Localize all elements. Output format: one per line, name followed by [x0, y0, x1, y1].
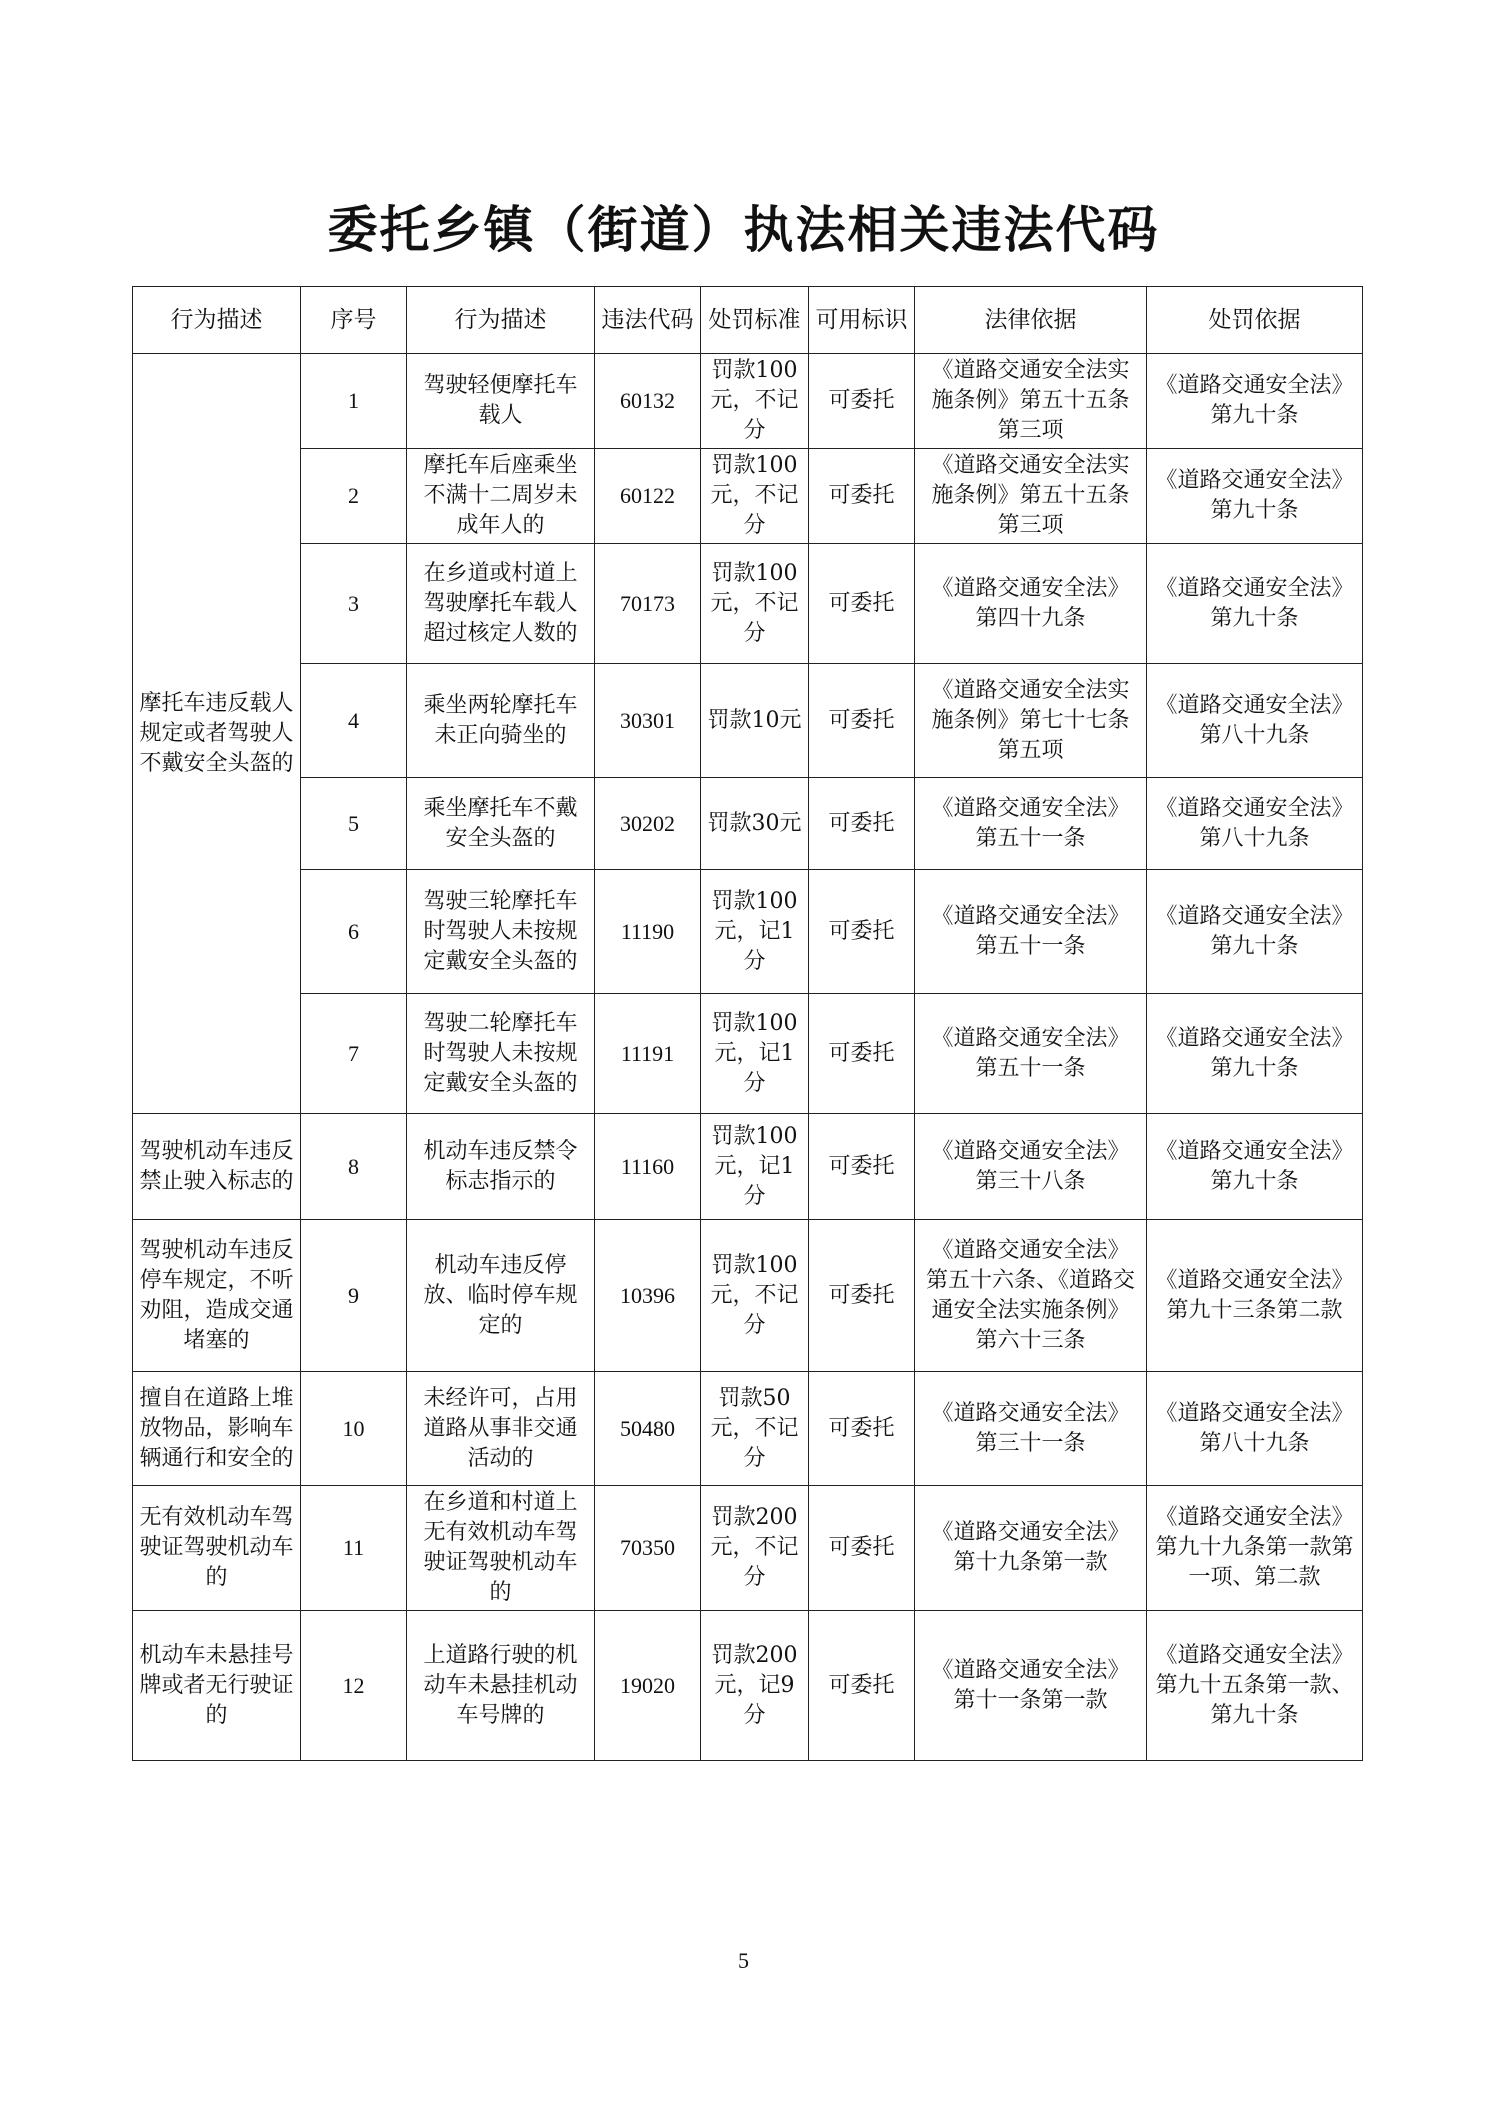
mark-cell: 可委托 — [809, 1220, 915, 1372]
mark-cell: 可委托 — [809, 664, 915, 778]
mark-cell: 可委托 — [809, 449, 915, 544]
table-row — [133, 1486, 1363, 1611]
penalty-cell: 罚款100元，不记分 — [701, 354, 809, 449]
legal-basis-cell: 《道路交通安全法》第四十九条 — [915, 544, 1147, 664]
penalty-basis-cell: 《道路交通安全法》第八十九条 — [1147, 778, 1363, 870]
page-number: 5 — [738, 1948, 749, 1973]
violation-code-cell: 30202 — [595, 778, 701, 870]
table-row — [133, 994, 1363, 1114]
header-cell: 行为描述 — [133, 287, 301, 354]
violation-code-cell: 11191 — [595, 994, 701, 1114]
penalty-basis-cell: 《道路交通安全法》第九十条 — [1147, 449, 1363, 544]
legal-basis-cell: 《道路交通安全法实施条例》第五十五条第三项 — [915, 449, 1147, 544]
description-cell: 机动车违反禁令标志指示的 — [407, 1114, 595, 1220]
violation-code-cell: 11160 — [595, 1114, 701, 1220]
penalty-basis-cell: 《道路交通安全法》第九十条 — [1147, 870, 1363, 994]
violation-code-cell: 60132 — [595, 354, 701, 449]
penalty-cell: 罚款200元，记9分 — [701, 1611, 809, 1761]
seq-cell: 1 — [301, 354, 407, 449]
penalty-basis-cell: 《道路交通安全法》第八十九条 — [1147, 1372, 1363, 1486]
violation-code-cell: 60122 — [595, 449, 701, 544]
penalty-cell: 罚款200元，不记分 — [701, 1486, 809, 1611]
seq-cell: 8 — [301, 1114, 407, 1220]
seq-cell: 5 — [301, 778, 407, 870]
header-cell: 行为描述 — [407, 287, 595, 354]
penalty-basis-cell: 《道路交通安全法》第九十条 — [1147, 354, 1363, 449]
legal-basis-cell: 《道路交通安全法》第五十一条 — [915, 870, 1147, 994]
group-description-cell: 驾驶机动车违反停车规定，不听劝阻，造成交通堵塞的 — [133, 1220, 301, 1372]
table-row — [133, 449, 1363, 544]
table-row — [133, 778, 1363, 870]
penalty-basis-cell: 《道路交通安全法》第九十条 — [1147, 544, 1363, 664]
table-row — [133, 870, 1363, 994]
legal-basis-cell: 《道路交通安全法》第三十八条 — [915, 1114, 1147, 1220]
violation-code-cell: 70173 — [595, 544, 701, 664]
description-cell: 驾驶三轮摩托车时驾驶人未按规定戴安全头盔的 — [407, 870, 595, 994]
mark-cell: 可委托 — [809, 1372, 915, 1486]
legal-basis-cell: 《道路交通安全法》第五十六条、《道路交通安全法实施条例》第六十三条 — [915, 1220, 1147, 1372]
header-cell: 法律依据 — [915, 287, 1147, 354]
violation-code-cell: 19020 — [595, 1611, 701, 1761]
penalty-cell: 罚款100元，不记分 — [701, 1220, 809, 1372]
group-description-cell: 机动车未悬挂号牌或者无行驶证的 — [133, 1611, 301, 1761]
violation-code-cell: 30301 — [595, 664, 701, 778]
seq-cell: 7 — [301, 994, 407, 1114]
seq-cell: 12 — [301, 1611, 407, 1761]
penalty-cell: 罚款10元 — [701, 664, 809, 778]
seq-cell: 10 — [301, 1372, 407, 1486]
table-row — [133, 1372, 1363, 1486]
legal-basis-cell: 《道路交通安全法》第十九条第一款 — [915, 1486, 1147, 1611]
penalty-cell: 罚款50元，不记分 — [701, 1372, 809, 1486]
violation-code-table — [132, 286, 1363, 1761]
description-cell: 未经许可，占用道路从事非交通活动的 — [407, 1372, 595, 1486]
table-body — [133, 354, 1363, 1761]
penalty-cell: 罚款100元，不记分 — [701, 544, 809, 664]
mark-cell: 可委托 — [809, 544, 915, 664]
mark-cell: 可委托 — [809, 778, 915, 870]
table-row — [133, 1114, 1363, 1220]
header-cell: 序号 — [301, 287, 407, 354]
penalty-basis-cell: 《道路交通安全法》第九十条 — [1147, 994, 1363, 1114]
description-cell: 摩托车后座乘坐不满十二周岁未成年人的 — [407, 449, 595, 544]
table-row — [133, 1611, 1363, 1761]
description-cell: 驾驶轻便摩托车载人 — [407, 354, 595, 449]
group-description-cell: 摩托车违反载人规定或者驾驶人不戴安全头盔的 — [133, 354, 301, 1114]
violation-code-cell: 70350 — [595, 1486, 701, 1611]
penalty-cell: 罚款30元 — [701, 778, 809, 870]
table-header-row — [133, 287, 1363, 354]
table-row — [133, 664, 1363, 778]
description-cell: 驾驶二轮摩托车时驾驶人未按规定戴安全头盔的 — [407, 994, 595, 1114]
legal-basis-cell: 《道路交通安全法实施条例》第五十五条第三项 — [915, 354, 1147, 449]
mark-cell: 可委托 — [809, 870, 915, 994]
penalty-basis-cell: 《道路交通安全法》第九十五条第一款、第九十条 — [1147, 1611, 1363, 1761]
description-cell: 在乡道和村道上无有效机动车驾驶证驾驶机动车的 — [407, 1486, 595, 1611]
penalty-basis-cell: 《道路交通安全法》第八十九条 — [1147, 664, 1363, 778]
group-description-cell: 驾驶机动车违反禁止驶入标志的 — [133, 1114, 301, 1220]
group-description-cell: 擅自在道路上堆放物品，影响车辆通行和安全的 — [133, 1372, 301, 1486]
penalty-cell: 罚款100元，不记分 — [701, 449, 809, 544]
penalty-cell: 罚款100元，记1分 — [701, 870, 809, 994]
legal-basis-cell: 《道路交通安全法》第十一条第一款 — [915, 1611, 1147, 1761]
header-cell: 处罚标准 — [701, 287, 809, 354]
violation-code-cell: 50480 — [595, 1372, 701, 1486]
table-row — [133, 354, 1363, 449]
seq-cell: 9 — [301, 1220, 407, 1372]
mark-cell: 可委托 — [809, 1611, 915, 1761]
seq-cell: 3 — [301, 544, 407, 664]
description-cell: 乘坐两轮摩托车未正向骑坐的 — [407, 664, 595, 778]
mark-cell: 可委托 — [809, 354, 915, 449]
penalty-cell: 罚款100元，记1分 — [701, 1114, 809, 1220]
table-row — [133, 1220, 1363, 1372]
description-cell: 机动车违反停放、临时停车规定的 — [407, 1220, 595, 1372]
penalty-basis-cell: 《道路交通安全法》第九十三条第二款 — [1147, 1220, 1363, 1372]
description-cell: 在乡道或村道上驾驶摩托车载人超过核定人数的 — [407, 544, 595, 664]
violation-code-cell: 10396 — [595, 1220, 701, 1372]
seq-cell: 6 — [301, 870, 407, 994]
legal-basis-cell: 《道路交通安全法》第五十一条 — [915, 994, 1147, 1114]
penalty-basis-cell: 《道路交通安全法》第九十九条第一款第一项、第二款 — [1147, 1486, 1363, 1611]
description-cell: 上道路行驶的机动车未悬挂机动车号牌的 — [407, 1611, 595, 1761]
header-cell: 处罚依据 — [1147, 287, 1363, 354]
group-description-cell: 无有效机动车驾驶证驾驶机动车的 — [133, 1486, 301, 1611]
mark-cell: 可委托 — [809, 1486, 915, 1611]
table-row — [133, 544, 1363, 664]
legal-basis-cell: 《道路交通安全法实施条例》第七十七条第五项 — [915, 664, 1147, 778]
seq-cell: 11 — [301, 1486, 407, 1611]
penalty-cell: 罚款100元，记1分 — [701, 994, 809, 1114]
header-cell: 违法代码 — [595, 287, 701, 354]
mark-cell: 可委托 — [809, 994, 915, 1114]
seq-cell: 4 — [301, 664, 407, 778]
mark-cell: 可委托 — [809, 1114, 915, 1220]
header-cell: 可用标识 — [809, 287, 915, 354]
description-cell: 乘坐摩托车不戴安全头盔的 — [407, 778, 595, 870]
violation-code-cell: 11190 — [595, 870, 701, 994]
legal-basis-cell: 《道路交通安全法》第五十一条 — [915, 778, 1147, 870]
document-title: 委托乡镇（街道）执法相关违法代码 — [327, 201, 1160, 259]
penalty-basis-cell: 《道路交通安全法》第九十条 — [1147, 1114, 1363, 1220]
legal-basis-cell: 《道路交通安全法》第三十一条 — [915, 1372, 1147, 1486]
seq-cell: 2 — [301, 449, 407, 544]
